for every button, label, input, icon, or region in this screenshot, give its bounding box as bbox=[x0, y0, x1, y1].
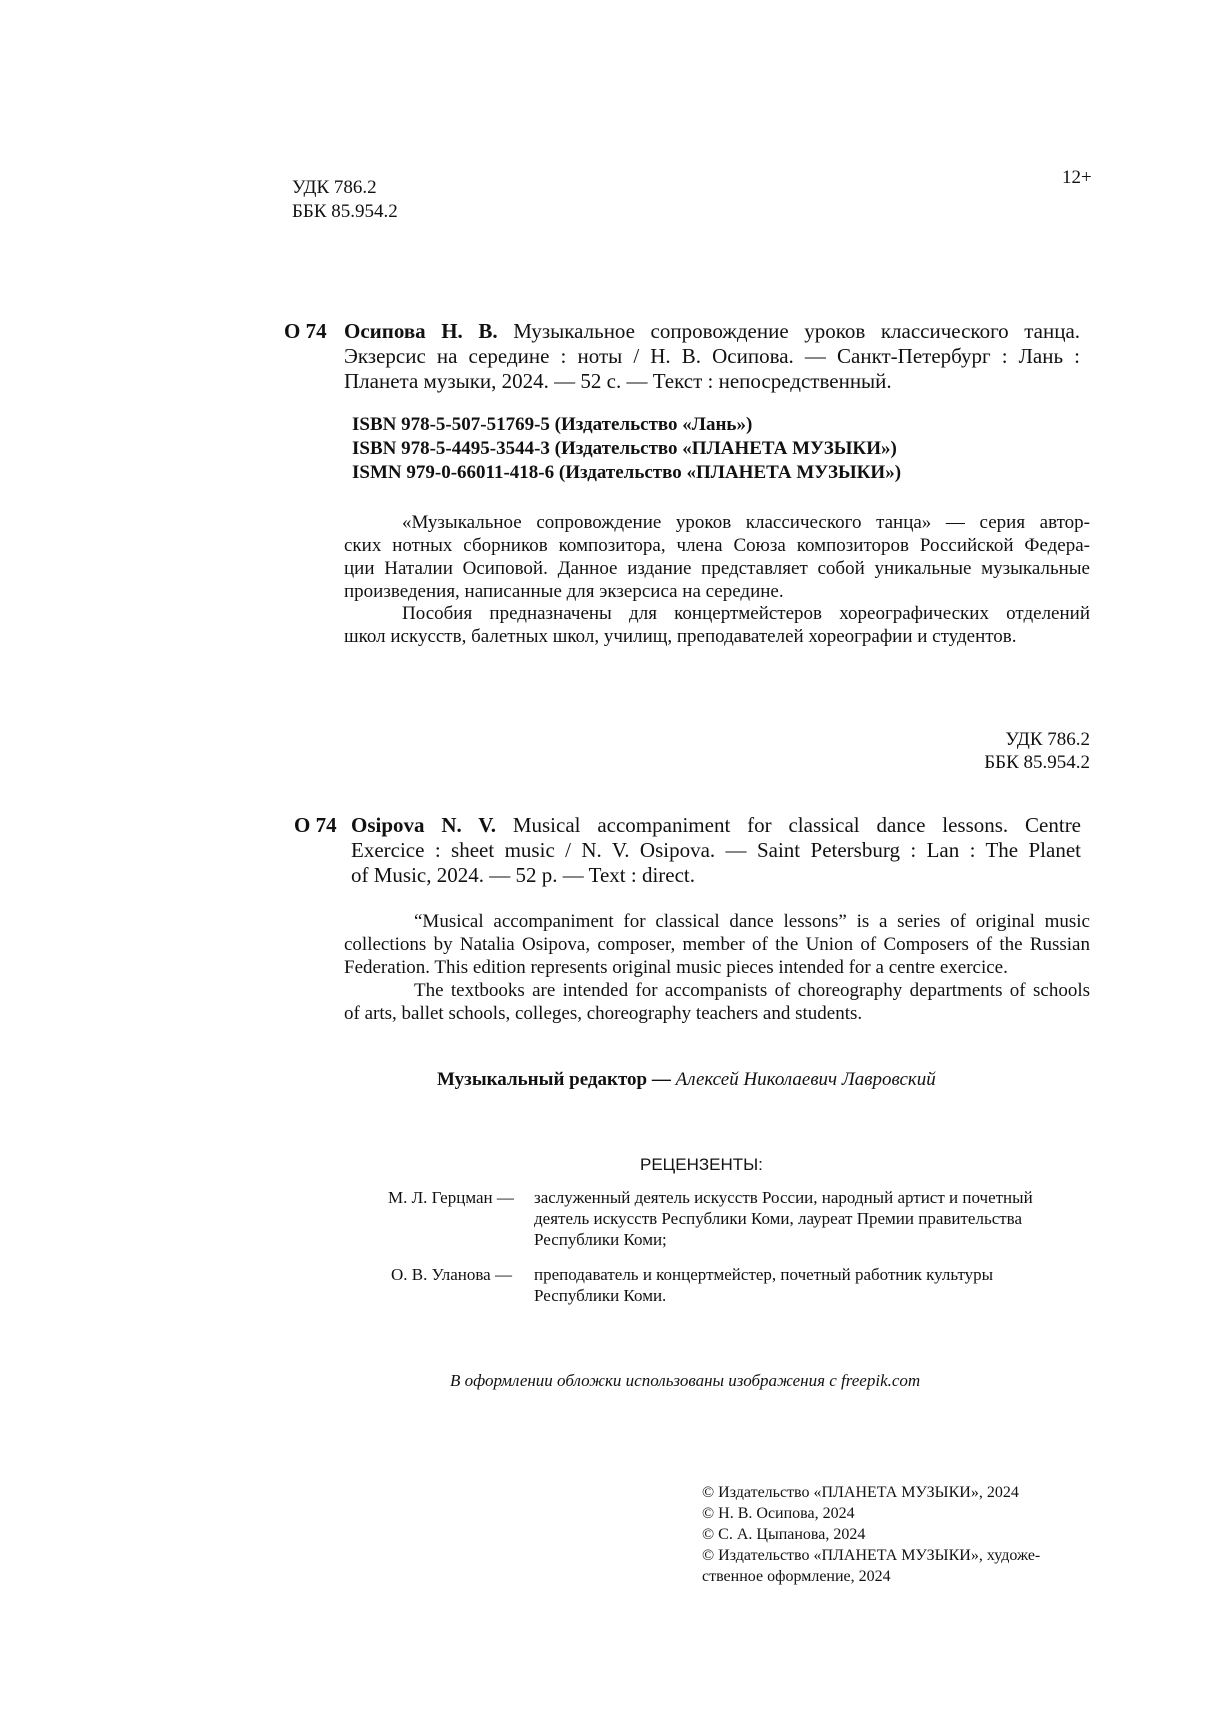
reviewer-2-line-2: Республики Коми. bbox=[534, 1286, 667, 1305]
en-record-line-3: of Music, 2024. — 52 p. — Text : direct. bbox=[351, 863, 696, 887]
ru-annotation-line-3: ции Наталии Осиповой. Данное издание представляет собой уникальные музыкальные bbox=[344, 558, 1090, 579]
ru-annotation-line-6: школ искусств, балетных школ, училищ, преподавателей хореографии и студентов. bbox=[344, 626, 1017, 647]
music-editor bbox=[437, 1068, 936, 1092]
ismn-planeta: ISMN 979-0-66011-418-6 (Издательство «ПЛАНЕТА МУЗЫКИ») bbox=[352, 462, 902, 483]
age-rating: 12+ bbox=[1062, 167, 1092, 188]
en-record-line-1 bbox=[351, 812, 1081, 839]
en-udk-code: УДК 786.2 bbox=[1005, 729, 1090, 750]
en-annotation-line-4: The textbooks are intended for accompanists of choreography departments of schools bbox=[414, 980, 1090, 1001]
music-editor-name: Алексей Николаевич Лавровский bbox=[675, 1069, 936, 1090]
cover-note: В оформлении обложки использованы изображения с freepik.com bbox=[450, 1371, 921, 1390]
en-annotation-line-2: collections by Natalia Osipova, composer, member of the Union of Composers of the Russian bbox=[344, 934, 1090, 955]
reviewer-2-name: О. В. Уланова — bbox=[391, 1265, 512, 1284]
music-editor-role: Музыкальный редактор — bbox=[437, 1069, 671, 1090]
copyright-line-3: © С. А. Цыпанова, 2024 bbox=[702, 1526, 866, 1543]
en-annotation-line-3: Federation. This edition represents original music pieces intended for a centre exercice. bbox=[344, 957, 1008, 978]
copyright-line-5: ственное оформление, 2024 bbox=[702, 1568, 891, 1585]
reviewer-1-line-1: заслуженный деятель искусств России, народный артист и почетный bbox=[534, 1188, 1033, 1207]
en-record-line-2: Exercice : sheet music / N. V. Osipova. — Saint Petersburg : Lan : The Planet bbox=[351, 838, 1081, 862]
reviewer-2-line-1: преподаватель и концертмейстер, почетный работник культуры bbox=[534, 1265, 994, 1284]
reviewer-1-line-3: Республики Коми; bbox=[534, 1230, 667, 1249]
ru-record-code: О 74 bbox=[284, 319, 327, 343]
en-record-author: Osipova N. V. bbox=[351, 813, 496, 837]
ru-annotation-line-1: «Музыкальное сопровождение уроков классического танца» — серия автор- bbox=[402, 512, 1090, 533]
isbn-planeta: ISBN 978-5-4495-3544-3 (Издательство «ПЛАНЕТА МУЗЫКИ») bbox=[352, 438, 897, 459]
ru-annotation-line-2: ских нотных сборников композитора, члена Союза композиторов Российской Федера- bbox=[344, 535, 1090, 556]
bbk-code: ББК 85.954.2 bbox=[292, 201, 398, 222]
ru-record-line-3: Планета музыки, 2024. — 52 с. — Текст : непосредственный. bbox=[344, 369, 892, 393]
en-bbk-code: ББК 85.954.2 bbox=[984, 752, 1090, 773]
ru-record-line-2: Экзерсис на середине : ноты / Н. В. Осипова. — Санкт-Петербург : Лань : bbox=[344, 344, 1080, 368]
ru-annotation-line-5: Пособия предназначены для концертмейстеров хореографических отделений bbox=[402, 603, 1090, 624]
en-record-code: О 74 bbox=[294, 813, 337, 837]
ru-record-line-1 bbox=[344, 318, 1080, 345]
ru-annotation-line-4: произведения, написанные для экзерсиса на середине. bbox=[344, 581, 784, 602]
reviewer-1-line-2: деятель искусств Республики Коми, лауреат Премии правительства bbox=[534, 1209, 1023, 1228]
isbn-lan: ISBN 978-5-507-51769-5 (Издательство «Лань») bbox=[352, 414, 753, 435]
en-record-title: Musical accompaniment for classical dance lessons. Centre bbox=[512, 813, 1082, 837]
reviewer-1-name: М. Л. Герцман — bbox=[388, 1188, 514, 1207]
copyright-line-1: © Издательство «ПЛАНЕТА МУЗЫКИ», 2024 bbox=[702, 1484, 1019, 1501]
reviewers-title: РЕЦЕНЗЕНТЫ: bbox=[640, 1155, 763, 1174]
ru-record-author: Осипова Н. В. bbox=[344, 319, 498, 343]
en-annotation-line-1: “Musical accompaniment for classical dance lessons” is a series of original music bbox=[414, 911, 1090, 932]
copyright-line-2: © Н. В. Осипова, 2024 bbox=[702, 1505, 855, 1522]
en-annotation-line-5: of arts, ballet schools, colleges, choreography teachers and students. bbox=[344, 1003, 863, 1024]
udk-code: УДК 786.2 bbox=[292, 177, 377, 198]
ru-record-title: Музыкальное сопровождение уроков классического танца. bbox=[513, 319, 1081, 343]
copyright-line-4: © Издательство «ПЛАНЕТА МУЗЫКИ», художе- bbox=[702, 1547, 1041, 1564]
